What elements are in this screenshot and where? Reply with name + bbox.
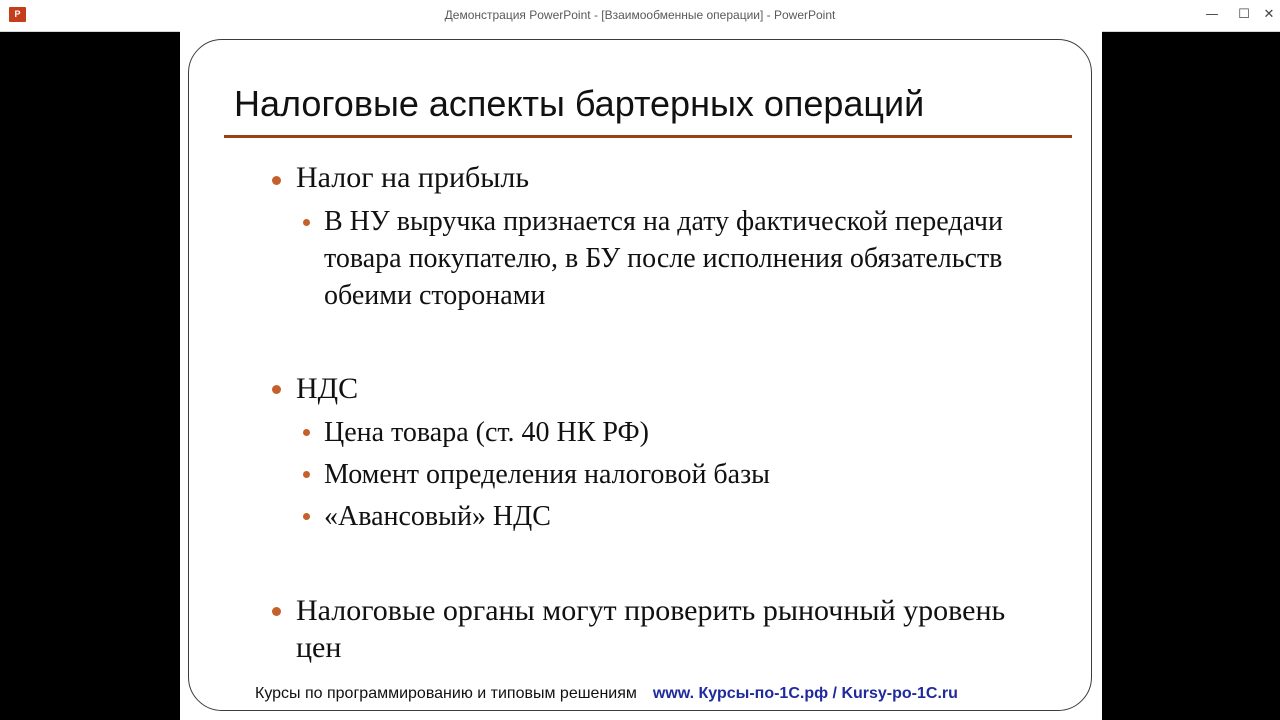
slide: [180, 31, 1102, 720]
sub-bullet-dot: [303, 219, 310, 226]
window-title: Демонстрация PowerPoint - [Взаимообменные операции] - PowerPoint: [444, 8, 836, 22]
footer-caption: Курсы по программированию и типовым решениям: [255, 685, 637, 702]
bullet-dot: [272, 385, 281, 394]
sub-bullet-dot: [303, 471, 310, 478]
bullet-dot: [272, 607, 281, 616]
sub-bullet-advance-vat: «Авансовый» НДС: [324, 501, 551, 532]
window-title-bar: [0, 0, 1280, 32]
sub-bullet-dot: [303, 513, 310, 520]
bullet-profit-tax: Налог на прибыль: [296, 161, 530, 194]
sub-bullet-revenue-recognition: В НУ выручка признается на дату фактической передачи товара покупателю, в БУ после исполнения обязательств обеими сторонами: [324, 206, 1003, 311]
slide-body: [180, 31, 1102, 720]
close-button[interactable]: ✕: [1263, 7, 1275, 22]
powerpoint-app-icon[interactable]: P: [9, 7, 26, 22]
footer-link-rf[interactable]: Курсы-по-1С.рф: [698, 685, 829, 702]
footer-separator: /: [828, 685, 842, 702]
sub-bullet-tax-base-moment: Момент определения налоговой базы: [324, 459, 770, 490]
maximize-button[interactable]: ☐: [1238, 7, 1250, 22]
sub-bullet-price: Цена товара (ст. 40 НК РФ): [324, 417, 649, 448]
bullet-vat: НДС: [296, 372, 359, 405]
slide-title: Налоговые аспекты бартерных операций: [234, 83, 925, 124]
footer-link-ru[interactable]: Kursy-po-1C.ru: [841, 685, 958, 702]
slide-footer: [255, 683, 1055, 705]
bullet-market-price-check: Налоговые органы могут проверить рыночный уровень цен: [296, 594, 1006, 664]
footer-www: www.: [652, 685, 695, 702]
sub-bullet-dot: [303, 429, 310, 436]
minimize-button[interactable]: —: [1205, 7, 1219, 22]
bullet-dot: [272, 176, 281, 185]
